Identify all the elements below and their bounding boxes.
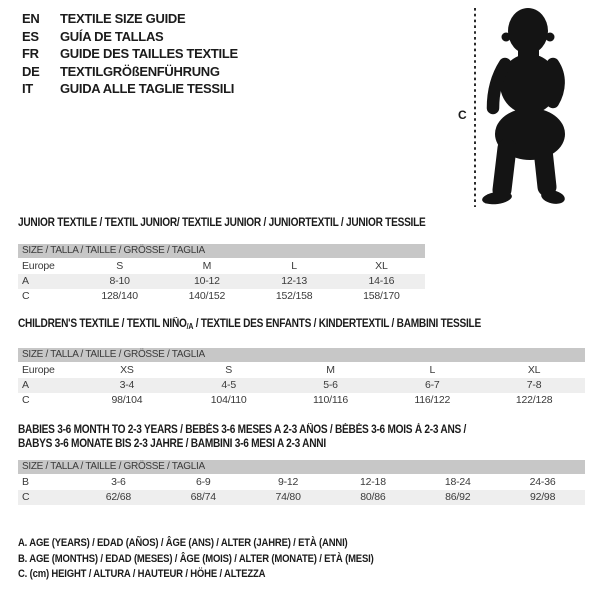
table-rows bbox=[18, 259, 425, 304]
language-line-it bbox=[22, 80, 238, 98]
language-line-de bbox=[22, 63, 238, 81]
table-cell: XS bbox=[120, 363, 134, 376]
table-cell: 24-36 bbox=[529, 476, 556, 488]
table-cell: 152/158 bbox=[275, 289, 313, 302]
table-cell: 5-6 bbox=[323, 378, 338, 391]
footnote-c: C. (cm) HEIGHT / ALTURA / HAUTEUR / HÖHE / ALTEZZA bbox=[18, 568, 266, 580]
footnote-b: B. AGE (MONTHS) / EDAD (MESES) / ÂGE (MOIS) / ALTER (MONATE) / ETÀ (MESI) bbox=[18, 552, 374, 565]
language-code: EN bbox=[22, 11, 40, 26]
table-cell: 18-24 bbox=[444, 476, 471, 488]
table-title bbox=[18, 217, 425, 231]
table-title-line: BABYS 3-6 MONATE BIS 2-3 JAHRE / BAMBINI 3-6 MESI A 2-3 ANNI bbox=[18, 437, 326, 450]
table-row bbox=[18, 289, 425, 304]
language-line-es bbox=[22, 28, 238, 46]
row-label: A bbox=[22, 274, 29, 287]
table-cell: 92/98 bbox=[529, 491, 556, 503]
language-title: GUIDE DES TAILLES TEXTILE bbox=[60, 46, 238, 62]
row-label: Europe bbox=[22, 363, 55, 376]
table-rows bbox=[18, 363, 585, 408]
table-cell: 10-12 bbox=[193, 274, 220, 287]
size-header-bar: SIZE / TALLA / TAILLE / GRÖSSE / TAGLIA bbox=[18, 348, 585, 362]
table-cell: 140/152 bbox=[188, 289, 226, 302]
table-rows bbox=[18, 475, 585, 505]
table-cell: S bbox=[225, 363, 233, 376]
row-label: A bbox=[22, 378, 29, 391]
table-cell: L bbox=[291, 259, 297, 272]
language-code: DE bbox=[22, 63, 40, 79]
table-cell: XL bbox=[527, 363, 541, 376]
language-title: TEXTILE SIZE GUIDE bbox=[60, 11, 186, 26]
baby-ear-left bbox=[502, 33, 511, 42]
table-cell: 3-4 bbox=[119, 378, 135, 391]
row-label: C bbox=[22, 289, 30, 302]
table-row bbox=[18, 274, 425, 289]
baby-figure bbox=[450, 0, 600, 215]
language-title: GUÍA DE TALLAS bbox=[60, 28, 164, 44]
table-cell: 116/122 bbox=[414, 393, 451, 406]
table-cell: 4-5 bbox=[221, 378, 236, 391]
table-row bbox=[18, 363, 585, 378]
table-row bbox=[18, 490, 585, 505]
table-cell: 12-18 bbox=[359, 476, 386, 488]
language-title: GUIDA ALLE TAGLIE TESSILI bbox=[60, 81, 235, 97]
table-cell: 14-16 bbox=[368, 274, 395, 287]
table-cell: L bbox=[429, 363, 436, 376]
table-title bbox=[18, 424, 585, 451]
table-cell: 86/92 bbox=[445, 491, 471, 503]
table-cell: 9-12 bbox=[277, 476, 299, 488]
table-cell: M bbox=[326, 363, 335, 376]
children-table-section bbox=[18, 318, 585, 408]
table-cell: 6-9 bbox=[195, 476, 211, 488]
size-header-bar: SIZE / TALLA / TAILLE / GRÖSSE / TAGLIA bbox=[18, 244, 425, 258]
table-cell: 98/104 bbox=[111, 393, 143, 406]
table-cell: M bbox=[202, 259, 212, 272]
language-line-en bbox=[22, 10, 238, 28]
table-cell: 80/86 bbox=[360, 491, 386, 503]
table-cell: S bbox=[116, 259, 124, 272]
language-code: ES bbox=[22, 28, 39, 44]
table-cell: 122/128 bbox=[515, 393, 553, 406]
table-cell: 8-10 bbox=[109, 274, 130, 287]
table-row bbox=[18, 378, 585, 393]
table-cell: 104/110 bbox=[210, 393, 247, 406]
table-row bbox=[18, 393, 585, 408]
table-title bbox=[18, 318, 585, 334]
table-cell: 3-6 bbox=[111, 476, 126, 488]
language-title: TEXTILGRÖßENFÜHRUNG bbox=[60, 63, 220, 79]
language-code: FR bbox=[22, 46, 39, 62]
baby-silhouette bbox=[481, 8, 566, 206]
babies-table-section bbox=[18, 424, 585, 505]
table-cell: 6-7 bbox=[425, 378, 440, 391]
table-title-line: BABIES 3-6 MONTH TO 2-3 YEARS / BEBÉS 3-6 MESES A 2-3 AÑOS / BÉBÉS 3-6 MOIS À 2-3 ANS / bbox=[18, 424, 467, 436]
table-row bbox=[18, 475, 585, 490]
junior-table-section bbox=[18, 217, 425, 304]
row-label: C bbox=[22, 491, 30, 503]
language-code: IT bbox=[22, 81, 33, 97]
footnote-legend bbox=[18, 536, 422, 583]
table-cell: 12-13 bbox=[281, 274, 308, 287]
language-line-fr bbox=[22, 45, 238, 63]
height-label: C bbox=[458, 108, 467, 122]
table-cell: 62/68 bbox=[105, 491, 132, 503]
table-cell: 110/116 bbox=[312, 393, 348, 406]
footnote-a: A. AGE (YEARS) / EDAD (AÑOS) / ÂGE (ANS) / ALTER (JAHRE) / ETÀ (ANNI) bbox=[18, 537, 348, 549]
table-cell: XL bbox=[375, 259, 388, 272]
table-cell: 68/74 bbox=[190, 491, 216, 503]
table-title-line: JUNIOR TEXTILE / TEXTIL JUNIOR/ TEXTILE JUNIOR / JUNIORTEXTIL / JUNIOR TESSILE bbox=[18, 217, 426, 229]
language-header bbox=[22, 10, 238, 98]
row-label: C bbox=[22, 393, 30, 406]
size-header-bar: SIZE / TALLA / TAILLE / GRÖSSE / TAGLIA bbox=[18, 460, 585, 474]
baby-ear-right bbox=[546, 33, 555, 42]
table-cell: 128/140 bbox=[101, 289, 138, 302]
table-cell: 74/80 bbox=[275, 491, 301, 503]
table-row bbox=[18, 259, 425, 274]
table-cell: 7-8 bbox=[526, 378, 542, 391]
row-label: Europe bbox=[22, 259, 55, 272]
row-label: B bbox=[22, 476, 29, 488]
table-cell: 158/170 bbox=[363, 289, 400, 302]
table-title-line: CHILDREN'S TEXTILE / TEXTIL $NIÑO_{/A}$ / TEXTILE DES ENFANTS / KINDERTEXTIL / BAMBINI TESSILE bbox=[18, 318, 481, 331]
